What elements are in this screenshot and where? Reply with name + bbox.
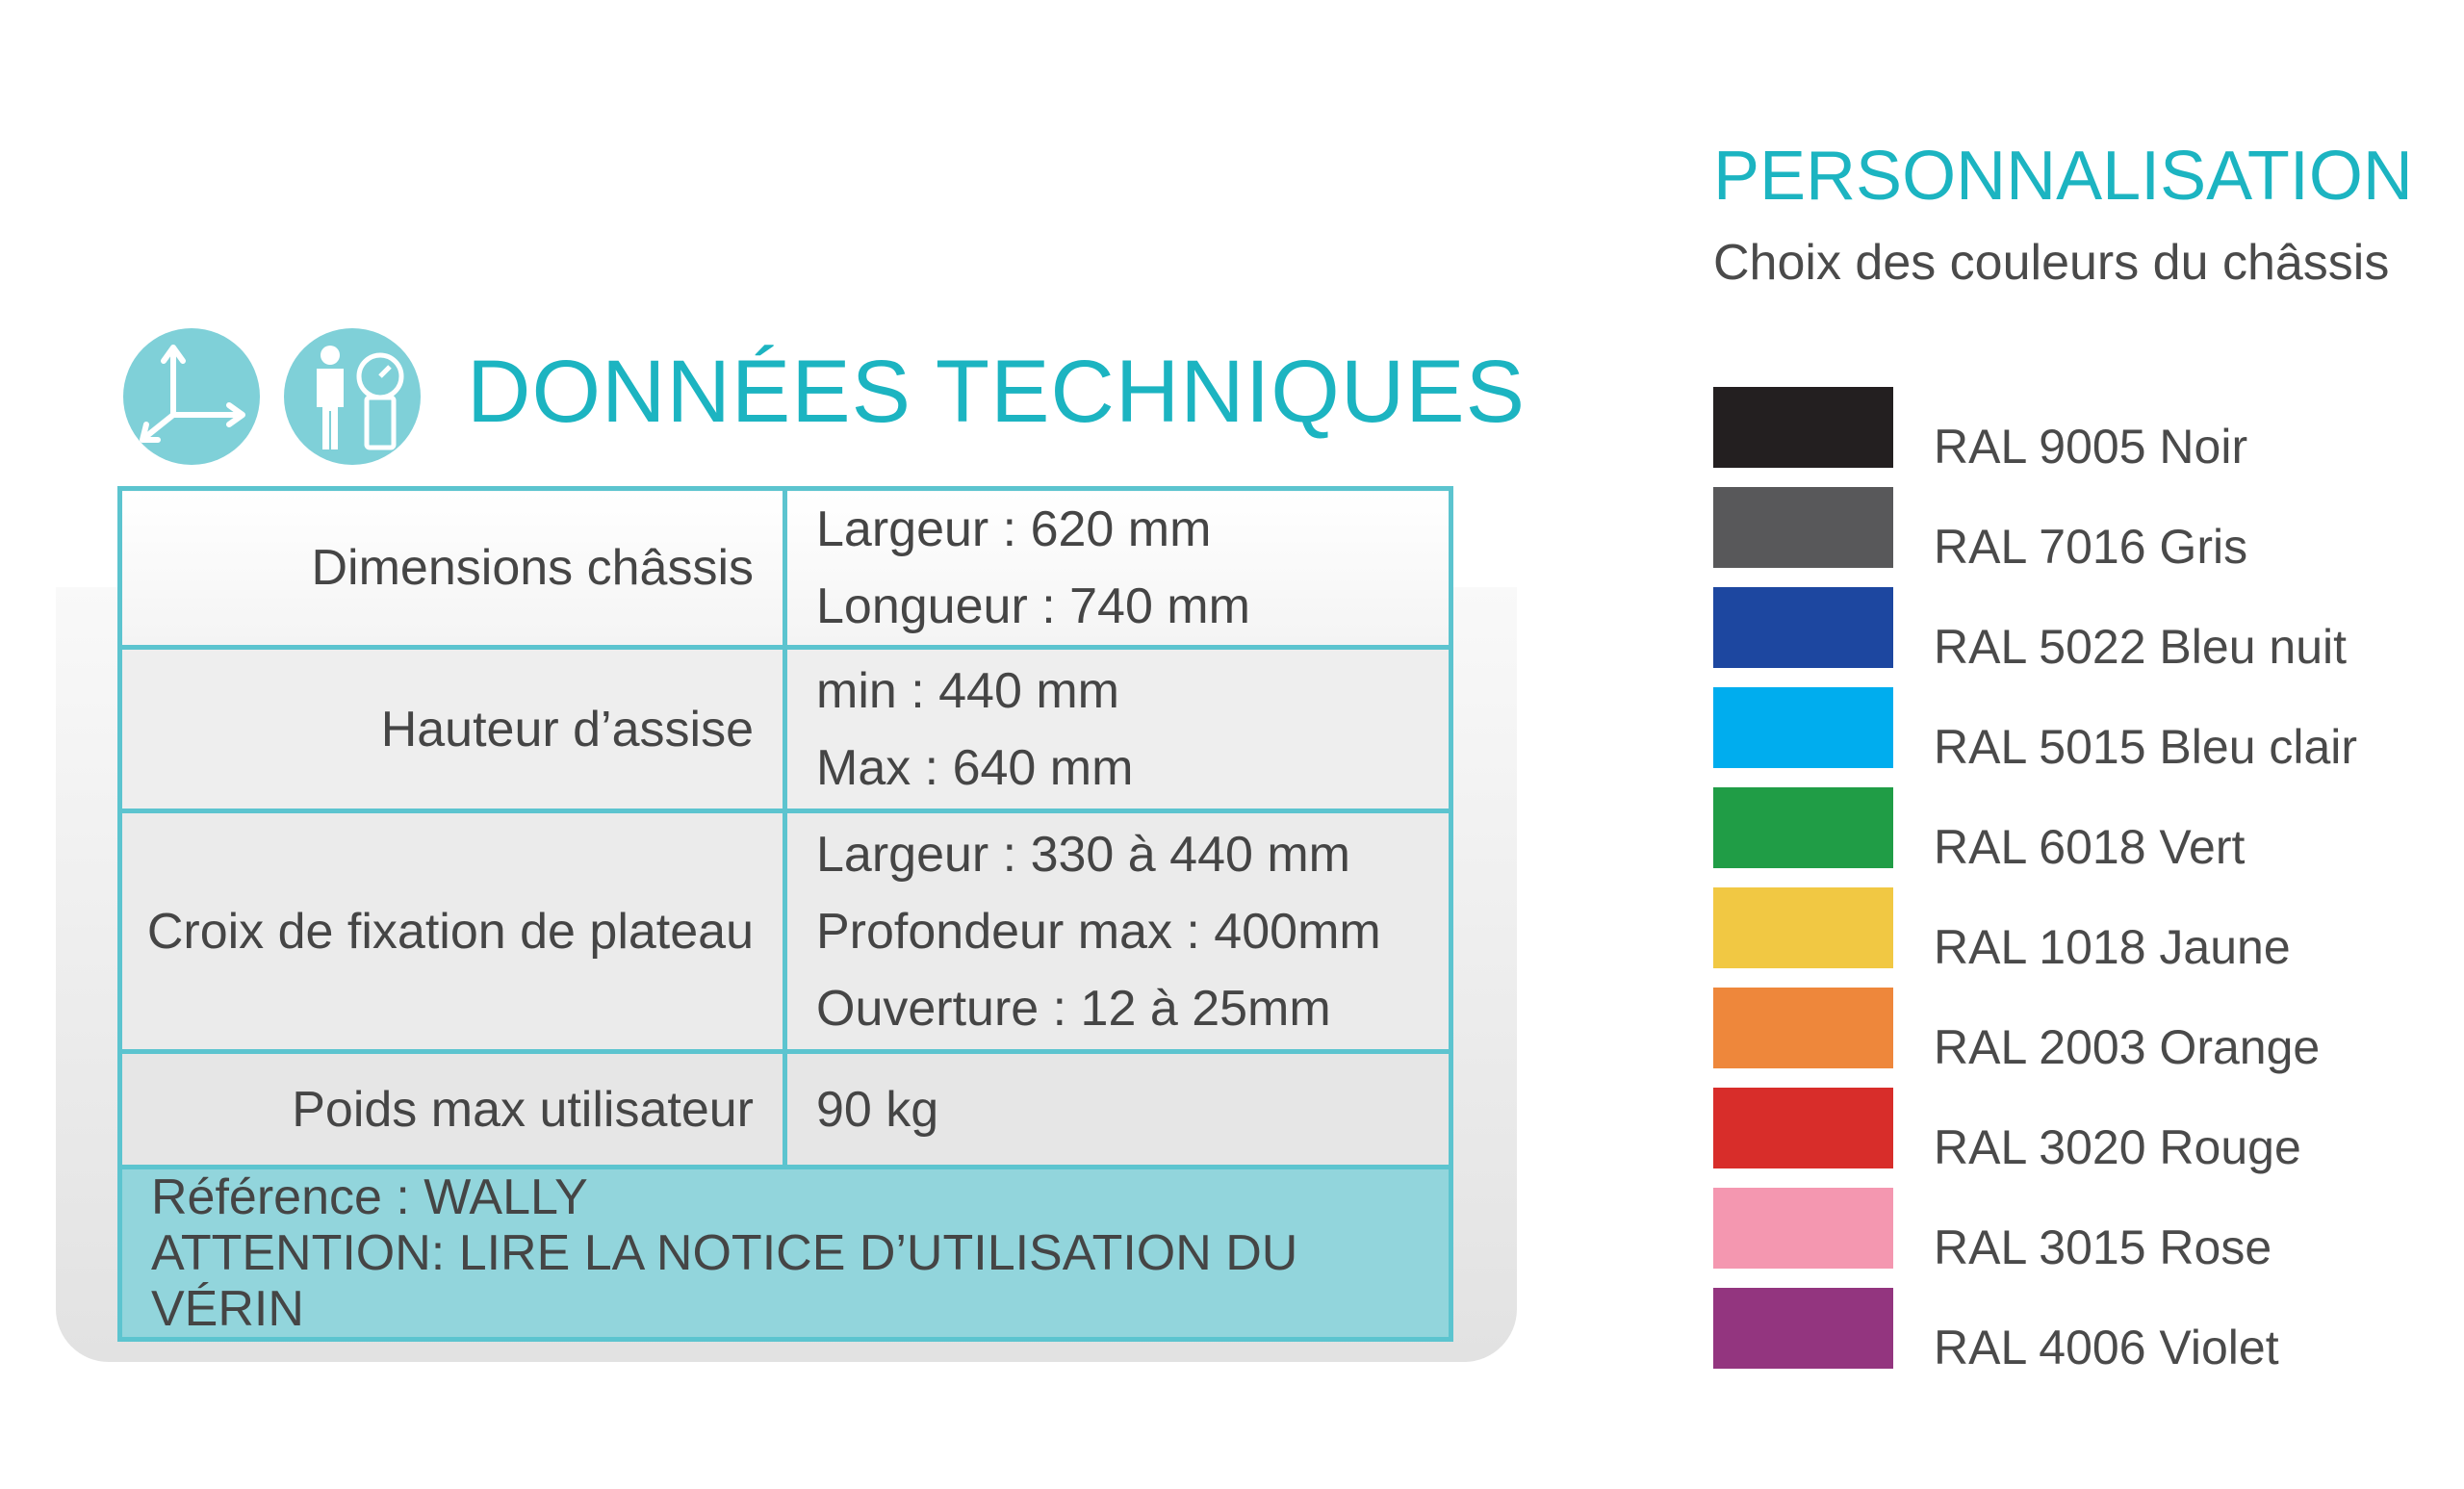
color-label: RAL 5022 Bleu nuit — [1934, 620, 2348, 674]
color-option — [1713, 587, 2387, 687]
color-option — [1713, 1188, 2387, 1288]
color-label: RAL 3020 Rouge — [1934, 1120, 2301, 1174]
axes-dimensions-icon — [123, 328, 260, 465]
value-line: Max : 640 mm — [816, 739, 1134, 796]
table-row — [120, 1052, 1451, 1168]
color-swatch — [1713, 387, 1893, 468]
value-line: Profondeur max : 400mm — [816, 903, 1381, 960]
color-option — [1713, 1088, 2387, 1188]
tech-title: DONNÉES TECHNIQUES — [467, 343, 1527, 441]
color-label: RAL 3015 Rose — [1934, 1220, 2272, 1274]
value-line: Ouverture : 12 à 25mm — [816, 980, 1331, 1037]
color-label: RAL 9005 Noir — [1934, 420, 2248, 474]
personalisation-title: PERSONNALISATION — [1713, 138, 2413, 215]
color-swatch — [1713, 787, 1893, 868]
row-label: Poids max utilisateur — [120, 1052, 785, 1168]
reference-text: Référence : WALLY — [151, 1169, 588, 1225]
color-swatch — [1713, 687, 1893, 768]
color-label: RAL 1018 Jaune — [1934, 920, 2291, 974]
table-row — [120, 489, 1451, 648]
color-label: RAL 5015 Bleu clair — [1934, 720, 2358, 774]
color-swatch — [1713, 887, 1893, 968]
row-value — [785, 489, 1451, 648]
color-option — [1713, 387, 2387, 487]
tech-specs-table — [117, 486, 1453, 1342]
personalisation-subtitle: Choix des couleurs du châssis — [1713, 235, 2390, 291]
color-option — [1713, 787, 2387, 887]
color-swatch-list — [1713, 387, 2387, 1388]
table-row — [120, 648, 1451, 811]
color-option — [1713, 988, 2387, 1088]
color-swatch — [1713, 1188, 1893, 1269]
color-swatch — [1713, 1088, 1893, 1168]
value-line: min : 440 mm — [816, 662, 1119, 719]
value-line: Longueur : 740 mm — [816, 578, 1250, 634]
color-swatch — [1713, 988, 1893, 1068]
row-label: Croix de fixation de plateau — [120, 811, 785, 1052]
color-swatch — [1713, 1288, 1893, 1369]
color-label: RAL 7016 Gris — [1934, 520, 2248, 574]
person-scale-weight-icon — [284, 328, 421, 465]
row-value — [785, 648, 1451, 811]
color-option — [1713, 887, 2387, 988]
warning-text: ATTENTION: LIRE LA NOTICE D’UTILISATION DU VÉRIN — [151, 1225, 1298, 1337]
color-swatch — [1713, 587, 1893, 668]
color-swatch — [1713, 487, 1893, 568]
row-value — [785, 1052, 1451, 1168]
table-footer-row — [120, 1168, 1451, 1340]
row-value — [785, 811, 1451, 1052]
table-row — [120, 811, 1451, 1052]
color-label: RAL 2003 Orange — [1934, 1020, 2321, 1074]
color-option — [1713, 487, 2387, 587]
reference-note — [120, 1168, 1451, 1340]
color-label: RAL 6018 Vert — [1934, 820, 2246, 874]
color-option — [1713, 687, 2387, 787]
value-line: 90 kg — [816, 1081, 939, 1138]
row-label: Dimensions châssis — [120, 489, 785, 648]
row-label: Hauteur d’assise — [120, 648, 785, 811]
value-line: Largeur : 330 à 440 mm — [816, 826, 1350, 883]
value-line: Largeur : 620 mm — [816, 501, 1212, 557]
color-label: RAL 4006 Violet — [1934, 1321, 2279, 1374]
color-option — [1713, 1288, 2387, 1388]
